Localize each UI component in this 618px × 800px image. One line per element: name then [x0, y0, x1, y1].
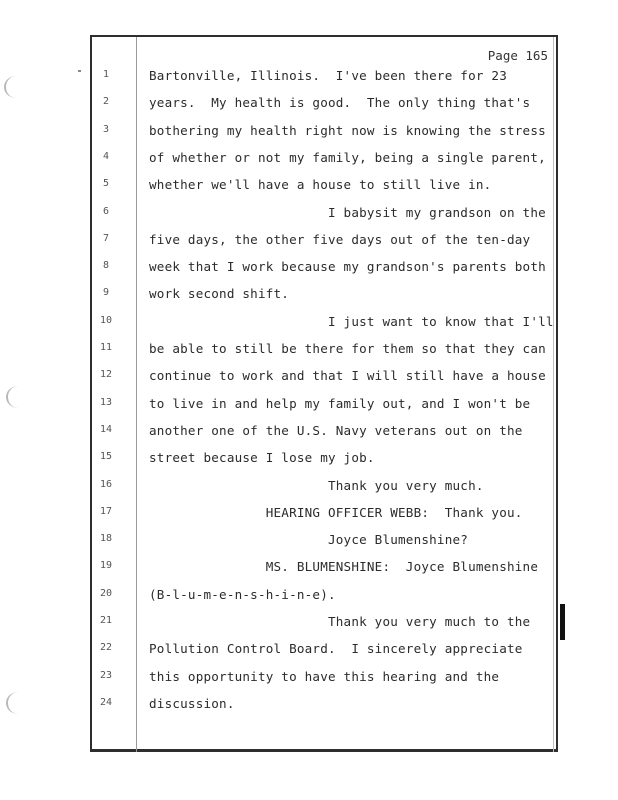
- line-number: 18: [99, 533, 113, 545]
- transcript-line: whether we'll have a house to still live in.: [149, 177, 492, 193]
- transcript-line: Pollution Control Board. I sincerely appreciate: [149, 641, 523, 657]
- line-number-margin-rule: [136, 37, 137, 752]
- transcript-line: Thank you very much.: [149, 477, 484, 493]
- line-number: 12: [99, 369, 113, 381]
- binder-hole-middle: [6, 386, 30, 408]
- line-number: 14: [99, 423, 113, 435]
- transcript-line: be able to still be there for them so that they can: [149, 341, 546, 356]
- line-number: 17: [99, 505, 113, 517]
- transcript-line: this opportunity to have this hearing and the: [149, 668, 500, 684]
- line-number: 9: [102, 287, 110, 299]
- line-number: 22: [99, 642, 113, 654]
- transcript-line: years. My health is good. The only thing that's: [149, 95, 531, 111]
- transcript-line: I babysit my grandson on the: [149, 204, 546, 220]
- page-number: Page 165: [487, 48, 548, 63]
- transcript-line: I just want to know that I'll: [149, 313, 554, 329]
- transcript-line: discussion.: [149, 695, 235, 711]
- transcript-line: continue to work and that I will still have a house: [149, 368, 546, 384]
- line-number: 11: [99, 342, 113, 353]
- line-number: 7: [102, 232, 110, 244]
- transcript-line: (B-l-u-m-e-n-s-h-i-n-e).: [149, 586, 336, 602]
- transcript-line: bothering my health right now is knowing the stress: [149, 122, 546, 138]
- line-number: 23: [99, 669, 113, 681]
- line-number: 2: [102, 96, 110, 108]
- transcript-line: Thank you very much to the: [149, 614, 531, 629]
- transcript-line: work second shift.: [149, 286, 290, 302]
- line-number: 8: [102, 260, 110, 272]
- transcript-line: to live in and help my family out, and I won't be: [149, 395, 531, 411]
- transcript-line: street because I lose my job.: [149, 450, 375, 466]
- line-number: 6: [102, 205, 110, 217]
- transcript-line: another one of the U.S. Navy veterans out on the: [149, 422, 523, 438]
- transcript-line: HEARING OFFICER WEBB: Thank you.: [149, 504, 523, 520]
- binder-hole-top: [4, 76, 28, 98]
- scan-mark: [78, 70, 81, 72]
- line-number: 16: [99, 478, 113, 490]
- line-number: 1: [102, 69, 110, 80]
- line-number: 10: [99, 314, 113, 326]
- line-number: 13: [99, 396, 113, 408]
- binder-hole-bottom: [6, 692, 30, 714]
- transcript-line: of whether or not my family, being a single parent,: [149, 149, 546, 165]
- transcript-line: five days, the other five days out of the ten-day: [149, 231, 531, 247]
- right-margin-rule: [553, 37, 554, 752]
- line-number: 20: [99, 587, 113, 599]
- line-number: 19: [99, 560, 113, 572]
- transcript-line: Joyce Blumenshine?: [149, 532, 469, 548]
- transcript-line: Bartonville, Illinois. I've been there for 23: [149, 68, 507, 83]
- line-number: 24: [99, 696, 113, 708]
- transcript-line: MS. BLUMENSHINE: Joyce Blumenshine: [149, 559, 539, 575]
- line-number: 21: [99, 615, 113, 626]
- transcript-line: week that I work because my grandson's parents both: [149, 259, 546, 275]
- scan-edge-mark: [560, 604, 565, 640]
- line-number: 3: [102, 123, 110, 135]
- line-number: 5: [102, 178, 110, 190]
- line-number: 15: [99, 451, 113, 463]
- line-number: 4: [102, 150, 110, 162]
